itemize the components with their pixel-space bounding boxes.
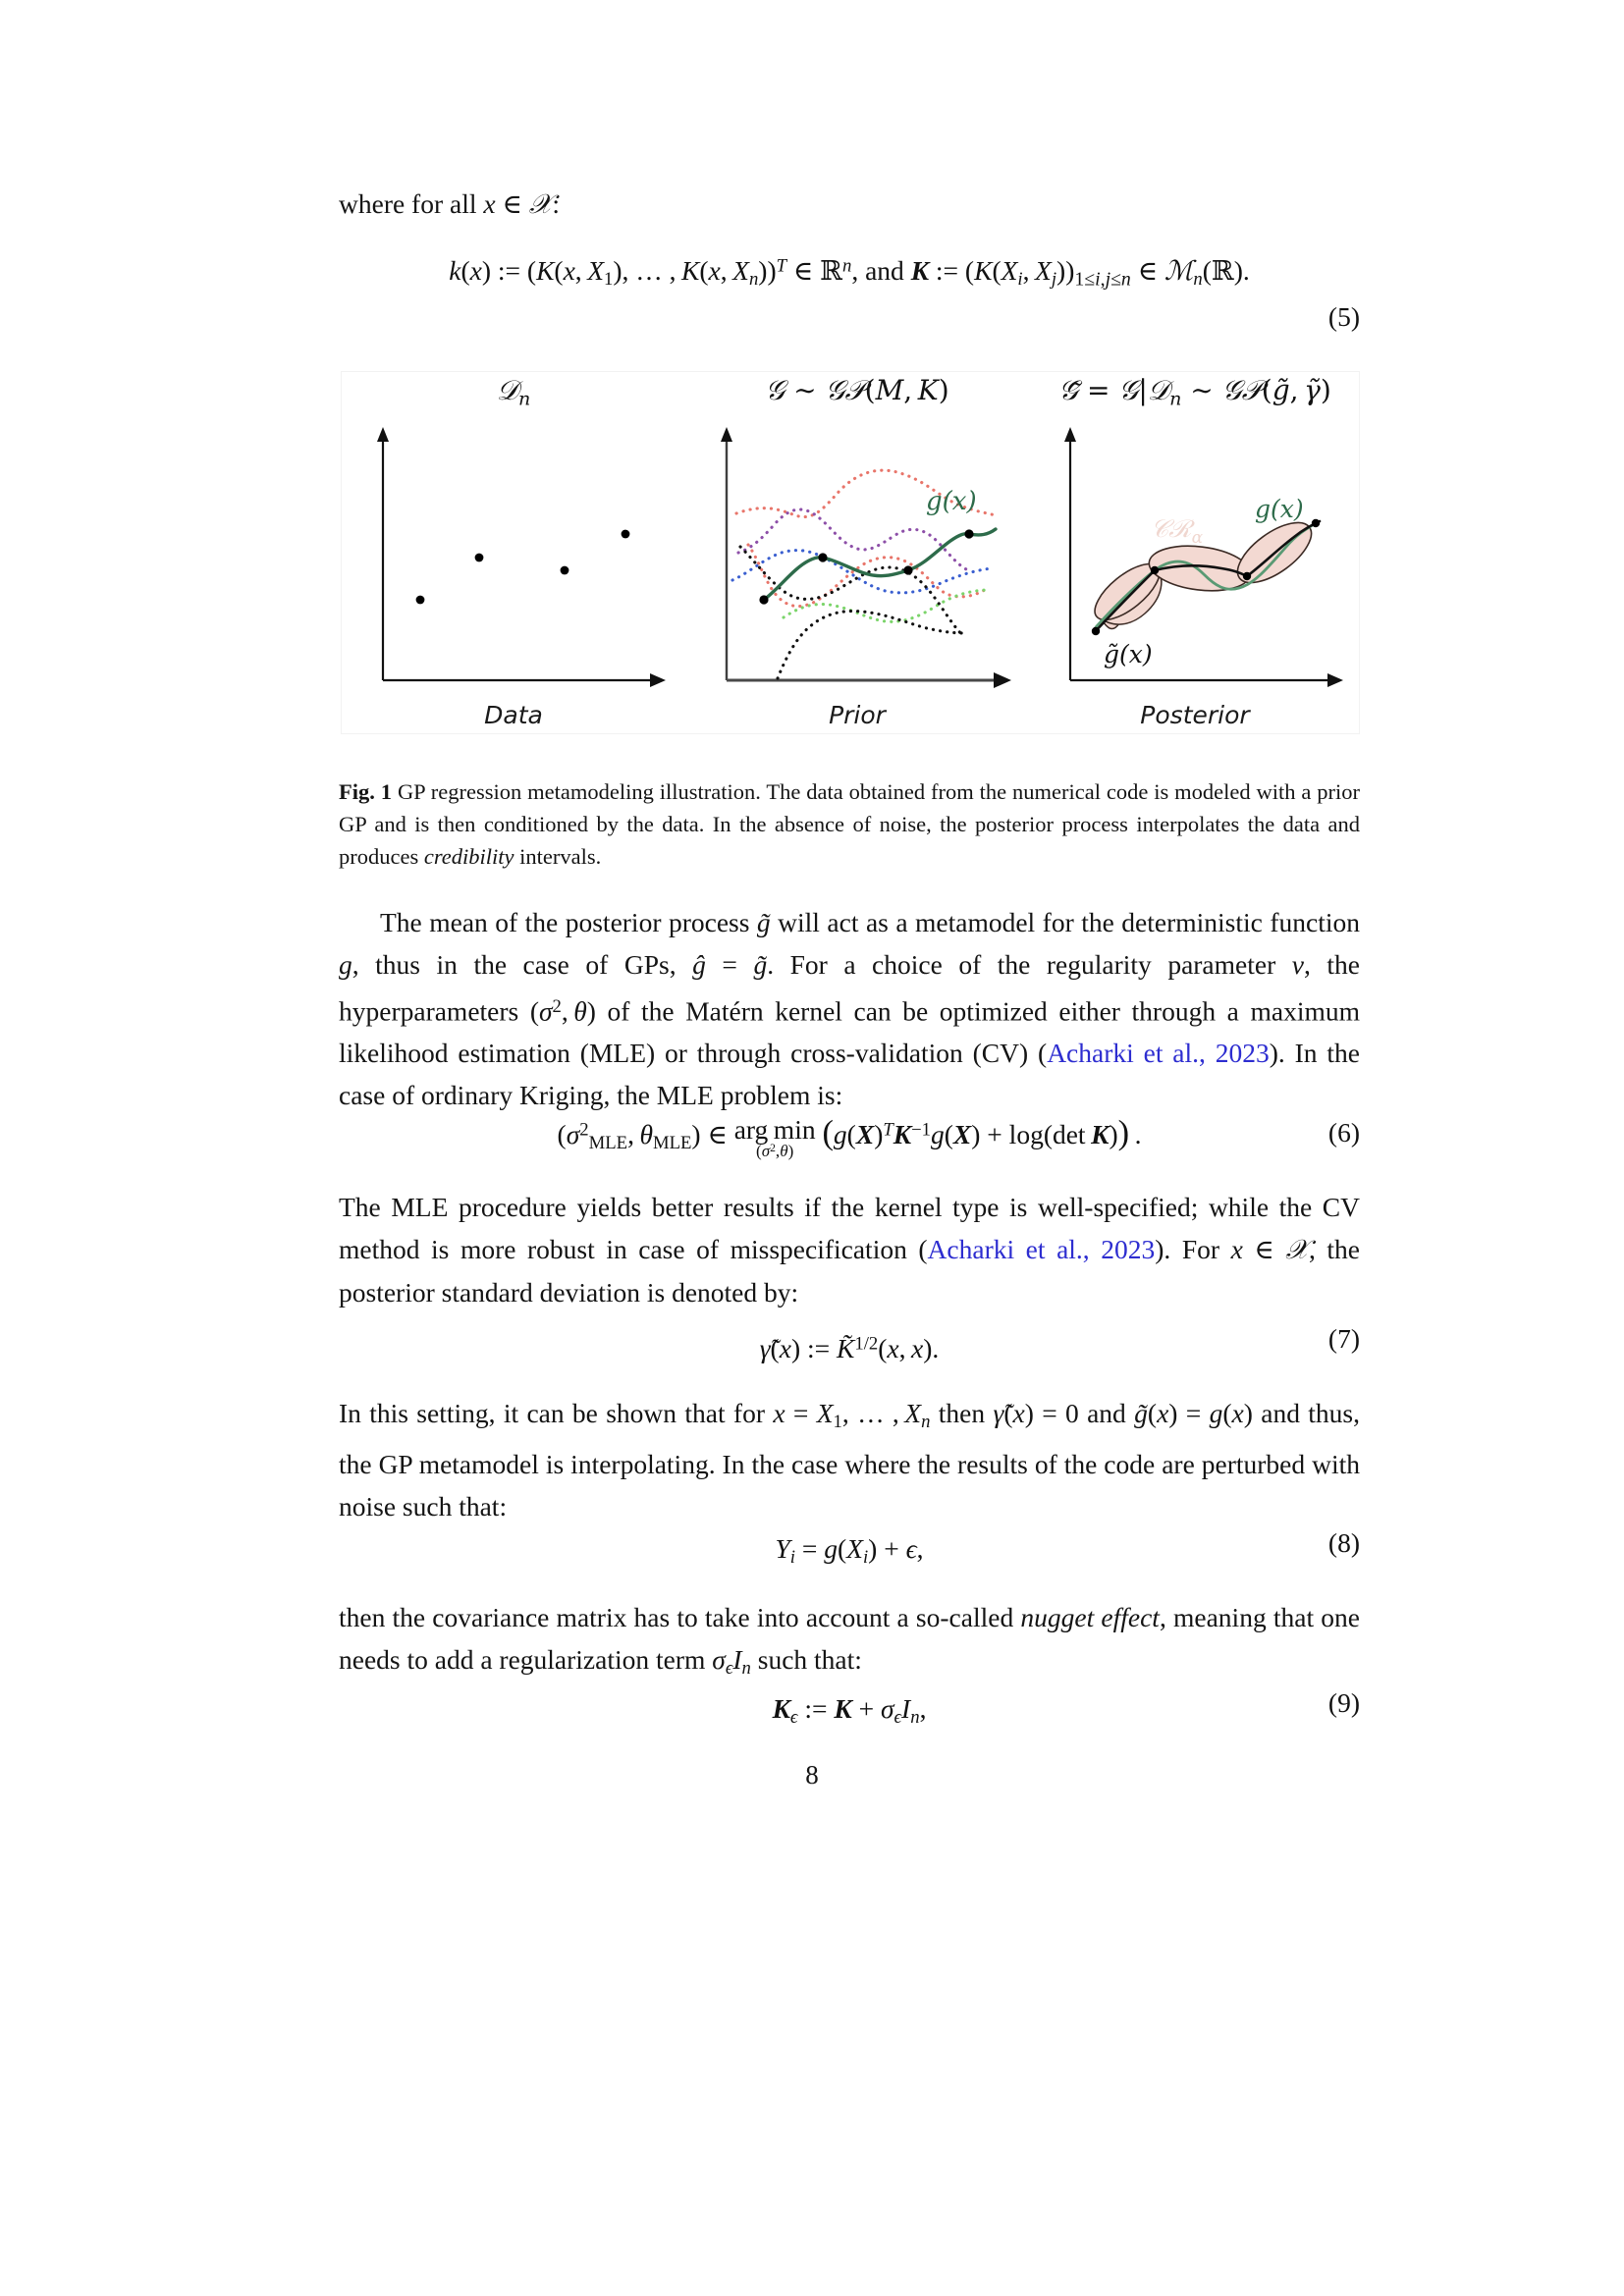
equation-8-row <box>339 1527 1360 1578</box>
citation-acharki-2023-a[interactable]: Acharki et al., 2023 <box>1047 1038 1270 1069</box>
x-axis-arrow <box>994 672 1011 688</box>
equation-6-number: (6) <box>1327 1117 1360 1148</box>
equation-7-number: (7) <box>1327 1323 1360 1354</box>
prior-sample-black-lower <box>778 612 964 678</box>
equation-7-row <box>339 1323 1360 1369</box>
panel-data-caption: Data <box>484 701 543 729</box>
figure-caption-label: Fig. 1 <box>339 779 393 804</box>
equation-9-block <box>339 1687 1360 1738</box>
prior-gx-label: g(x) <box>926 487 977 516</box>
equation-9-row <box>339 1687 1360 1738</box>
panel-data-plot <box>342 415 685 690</box>
panel-posterior-caption: Posterior <box>1140 701 1250 729</box>
citation-acharki-2023-b[interactable]: Acharki et al., 2023 <box>927 1234 1156 1264</box>
y-axis-arrow <box>377 427 389 442</box>
equation-5-number: (5) <box>1327 300 1360 332</box>
posterior-gx-label: g(x) <box>1255 495 1304 523</box>
x-axis-arrow <box>1327 673 1343 687</box>
x-axis-arrow <box>650 673 666 687</box>
data-points <box>759 529 973 604</box>
paragraph-nugget-block <box>339 1596 1360 1689</box>
paragraph-posterior-mean-block <box>339 901 1360 1116</box>
intro-line: where for all x ∈ 𝒳: <box>339 188 560 220</box>
equation-6-block <box>339 1109 1360 1165</box>
equation-9-number: (9) <box>1327 1687 1360 1718</box>
figure-panel-prior <box>685 372 1029 735</box>
equation-7-block <box>339 1323 1360 1369</box>
data-points <box>416 530 630 605</box>
equation-6-body: ($\sigma^2_{MLE}$, $\theta_{MLE}$) ∈ arg min $(\sigma^2,\theta)$ ($g(X)^TK^{-1}g(X) + \log(\det$ K)) . <box>557 1113 1142 1161</box>
paragraph-interpolating-block <box>339 1392 1360 1527</box>
figure-1 <box>341 371 1360 734</box>
panel-data-title: 𝒟$_n$ <box>496 374 531 410</box>
equation-8-number: (8) <box>1327 1527 1360 1558</box>
equation-9-body: $K_\epsilon$ := $K + \sigma_\epsilon I_n$, <box>772 1693 927 1729</box>
panel-prior-title: 𝒢 ∼ 𝒢𝒫(M, K) <box>765 374 949 406</box>
paragraph-interpolating: In this setting, it can be shown that for $x = X_1$, … , $X_n$ then γ̃(x) = 0 and g̃(x) = g(x) and thus, the GP metamodel is interpolating. In the case where the results of the code are perturbed with noise such that: <box>339 1398 1361 1522</box>
panel-prior-plot <box>685 415 1029 690</box>
posterior-mean-label: g̃(x) <box>1104 640 1153 668</box>
page-number: 8 <box>805 1760 819 1789</box>
y-axis-arrow <box>721 427 732 442</box>
credibility-region-label: 𝒞ℛ$_\alpha$ <box>1151 514 1204 548</box>
panel-prior-caption: Prior <box>829 701 886 729</box>
equation-8-body: $Y_i = g(X_i) + \epsilon$, <box>775 1533 924 1569</box>
equation-8-block <box>339 1527 1360 1578</box>
equation-5-row <box>339 245 1360 301</box>
y-axis-arrow <box>1064 427 1076 442</box>
figure-panel-data <box>342 372 685 735</box>
equation-6-row <box>339 1109 1360 1165</box>
equation-5-block <box>339 245 1360 343</box>
figure-caption-text-2: intervals. <box>514 844 602 869</box>
equation-7-body: γ̃(x) := K̃$^{1/2}$(x, x). <box>759 1333 940 1364</box>
paragraph-mle-cv-block <box>339 1186 1360 1313</box>
paragraph-mle-cv: The MLE procedure yields better results if the kernel type is well-specified; while the CV method is more robust in case of misspecification (Acharki et al., 2023). For x ∈ 𝒳, the posterior standard deviation is denoted by: <box>339 1192 1360 1308</box>
panel-posterior-title: 𝒢̃ = 𝒢|𝒟$_n$ ∼ 𝒢𝒫(g̃, γ̃) <box>1058 374 1331 410</box>
panel-posterior-plot <box>1029 415 1361 690</box>
figure-caption <box>339 775 1360 873</box>
paragraph-posterior-mean: The mean of the posterior process g̃ will act as a metamodel for the deterministic function g, thus in the case of GPs, ĝ = g̃. For a choice of the regularity parameter ν, the hyperparameters ($\sigma^2$, θ) of the Matérn kernel can be optimized either through a maximum likelihood estimation (MLE) or through cross-validation (CV) (Acharki et al., 2023). In the case of ordinary Kriging, the MLE problem is: <box>339 907 1360 1111</box>
figure-panel-posterior <box>1029 372 1361 735</box>
paragraph-nugget: then the covariance matrix has to take into account a so-called nugget effect, meaning that one needs to add a regularization term $\sigma_\epsilon I_n$ such that: <box>339 1602 1360 1680</box>
figure-caption-italic: credibility <box>423 844 514 869</box>
prior-sample-purple <box>738 509 968 570</box>
figure-caption-text-1: GP regression metamodeling illustration. The data obtained from the numerical code is modeled with a prior GP and is then conditioned by the data. In the absence of noise, the posterior process interpolates the data and produces <box>339 779 1361 869</box>
intro-line-block <box>339 183 1360 226</box>
equation-5-body: k(x) := (K(x, $X_1$), … , K(x, $X_n))^T$ ∈ ℝ$^n$, and K := ($K(X_i$, $X_j))_{1\le i,j\le n}$ ∈ ℳ$_n$(ℝ). <box>449 255 1250 291</box>
